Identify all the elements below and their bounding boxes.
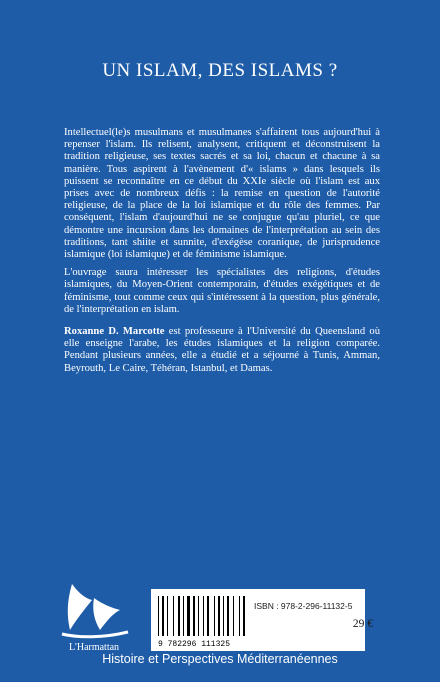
barcode-bar [233,596,234,636]
barcode-bar [198,596,199,636]
barcode-bar [158,596,159,636]
barcode-bar [178,596,180,636]
barcode-bar [239,596,240,636]
barcode-bar [223,596,224,636]
barcode-bar [162,596,164,636]
author-name: Roxanne D. Marcotte [64,326,165,338]
barcode-bar [243,596,245,636]
barcode-bar [167,596,168,636]
barcode-bar [203,596,204,636]
barcode-digits: 9 782296 111325 [158,640,231,649]
sailboat-logo-icon [54,580,134,642]
isbn: ISBN : 978-2-296-11132-5 [254,601,353,611]
barcode-bar [183,596,184,636]
barcode-bar [193,596,195,636]
blurb-paragraph-1: Intellectuel(le)s musulmans et musulmanes s'affairent tous aujourd'hui à repenser l'islam. Ils relisent, analysent, critiquent et déconstruisent la tradition religieuse, ses textes sacrés et sa loi, chacun et chacune à sa manière. Tous aspirent à l'avènement d'« islams » dans lesquels ils puissent se reconnaître en ce début du XXIe siècle où l'islam est aux prises avec de nombreux défis : la remise en question de l'autorité religieuse, de la place de la loi islamique et du rôle des femmes. Par conséquent, l'islam d'aujourd'hui ne se conjugue qu'au pluriel, ce que démontre une incursion dans les domaines de l'interprétation au sein des traditions, tant shiite et sunnite, d'exégèse coranique, de jurisprudence islamique (loi islamique) et de féminisme islamique. [64,127,380,261]
barcode-bar [173,596,174,636]
barcode-bar [218,596,220,636]
author-bio [64,326,380,375]
price: 29 € [352,618,373,630]
series-name: Histoire et Perspectives Méditerranéennes [102,652,338,666]
publisher-name: L'Harmattan [68,642,120,653]
barcode-bar [214,596,215,636]
book-title: UN ISLAM, DES ISLAMS ? [102,60,338,81]
blurb-paragraph-2: L'ouvrage saura intéresser les spécialistes des religions, d'études islamiques, du Moyen-Orient contemporain, d'études exégétiques et de féminisme, tout comme ceux qui s'intéressent à la question, plus générale, de l'interprétation en islam. [64,267,380,315]
barcode-bar [227,596,229,636]
blurb [64,127,380,381]
author-bio-text: est professeure à l'Université du Queensland où elle enseigne l'arabe, les études islamiques et la religion comparée. Pendant plusieurs années, elle a étudié et a séjourné à Tunis, Amman, Beyrouth, Le Caire, Téhéran, Istanbul, et Damas. [64,326,381,374]
barcode-bar [207,596,209,636]
barcode-bar [187,596,190,636]
